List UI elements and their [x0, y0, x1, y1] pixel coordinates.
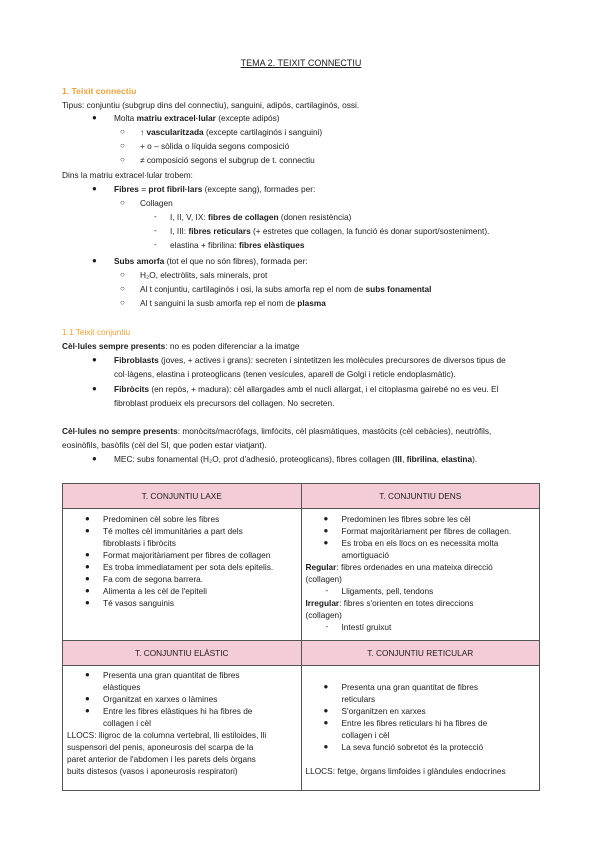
types-line: Tipus: conjuntiu (subgrup dins del connectiu), sanguini, adipós, cartilaginós, ossi.	[62, 100, 360, 110]
not-present-line-1: Cèl·lules no sempre presents: monòcits/macròfags, limfòcits, cèl plasmàtiques, mastòcits (cèl cebàcies), neutròfils,	[62, 426, 492, 436]
subs-item-2: Al t conjuntiu, cartilaginós i osi, la subs amorfa rep el nom de subs fonamental	[140, 284, 432, 294]
bullet-icon: ●	[85, 574, 90, 583]
circle-bullet-icon: ○	[120, 284, 125, 293]
laxe-item: Té vasos sanguinis	[103, 598, 175, 608]
reticular-item: Presenta una gran quantitat de fibres	[341, 682, 479, 692]
dens-irregular-2: (collagen)	[305, 610, 342, 620]
dash-bullet: -	[154, 240, 157, 249]
bullet-icon: ●	[92, 355, 97, 364]
collagen-type-2: I, III: fibres reticulars (+ estretes que collagen, la funció és donar suport/sosteniment).	[170, 226, 490, 236]
fibroblasts-line-2: col·làgens, elastina i proteoglicans (tenen vesícules, aparell de Golgi i reticle endoplasmàtic).	[114, 369, 456, 379]
laxe-item: Alimenta a les cèl de l'epiteli	[103, 586, 207, 596]
elastic-llocs: paret anterior de l'abdomen i les parets dels òrgans	[67, 754, 256, 764]
fibres-line: Fibres = prot fibril·lars (excepte sang), formades per:	[114, 184, 316, 194]
laxe-item: Format majoritàriament per fibres de collagen	[103, 550, 271, 560]
dens-irregular-item: Intestí gruixut	[341, 622, 392, 632]
bullet-icon: ●	[323, 538, 329, 547]
subs-item-1: H₂O, electròlits, sals minerals, prot	[140, 270, 268, 280]
bullet-icon: ●	[323, 514, 329, 523]
dash-bullet: -	[325, 622, 329, 631]
dens-regular: Regular: fibres ordenades en una mateixa direcció	[305, 562, 493, 572]
cell-reticular	[301, 666, 540, 791]
fibrocits-line-1: Fibròcits (en repòs, + madura): cèl allargades amb el nucli allargat, i el citoplasma gairebé no es veu. El	[114, 384, 499, 394]
bullet-icon: ●	[85, 586, 90, 595]
bullet-icon: ●	[323, 706, 329, 715]
circle-bullet-icon: ○	[120, 127, 125, 136]
reticular-item: La seva funció sobretot és la protecció	[341, 742, 484, 752]
bullet-icon: ●	[85, 550, 90, 559]
dens-item: Es troba en els llocs on es necessita molta	[341, 538, 499, 548]
collagen-type-1: I, II, V, IX: fibres de collagen (donen resistència)	[170, 212, 352, 222]
fibrocits-line-2: fibroblast produeix els precursors del collagen. No secreten.	[114, 398, 335, 408]
bullet-icon: ●	[323, 526, 329, 535]
bullet-icon: ●	[323, 742, 329, 751]
collagen-line: Collagen	[140, 198, 173, 208]
elastic-llocs: buits distesos (vasos i aponeurosis respiratori)	[67, 766, 238, 776]
header-elastic: T. CONJUNTIU ELÀSTIC	[63, 641, 302, 666]
elastic-item: elàstiques	[103, 682, 141, 692]
laxe-item: Té moltes cèl immunitàries a part dels	[103, 526, 243, 536]
matrix-line: Molta matriu extracel·lular (excepte adipós)	[114, 113, 280, 123]
intro-line: Dins la matriu extracel·lular trobem:	[62, 170, 193, 180]
bullet-icon: ●	[92, 256, 97, 265]
circle-bullet-icon: ○	[120, 155, 125, 164]
page-title: TEMA 2. TEIXIT CONNECTIU	[240, 58, 362, 68]
dens-item: Format majoritàriament per fibres de collagen.	[341, 526, 512, 536]
header-reticular: T. CONJUNTIU RETICULAR	[301, 641, 540, 666]
circle-bullet-icon: ○	[120, 198, 125, 207]
bullet-icon: ●	[85, 670, 90, 679]
cell-elastic	[63, 666, 302, 791]
circle-bullet-icon: ○	[120, 298, 125, 307]
present-cells-line: Cèl·lules sempre presents: no es poden diferenciar a la imatge	[62, 341, 300, 351]
dens-item: amortiguació	[341, 550, 390, 560]
elastic-item: Entre les fibres elàstiques hi ha fibres de	[103, 706, 253, 716]
circle-bullet-icon: ○	[120, 141, 125, 150]
subs-line: Subs amorfa (tot el que no són fibres), formada per:	[114, 256, 308, 266]
mec-line: MEC: subs fonamental (H₂O, prot d'adhesió, proteoglicans), fibres collagen (III, fibrilina, elastina).	[114, 454, 478, 464]
sub-line-1: ↑ vascularitzada (excepte cartilaginós i sanguini)	[140, 127, 323, 137]
dash-bullet: -	[154, 226, 157, 235]
elastic-llocs: LLOCS: lligroc de la columna vertebral, lli estiloides, lli	[67, 730, 267, 740]
bullet-icon: ●	[323, 682, 329, 691]
reticular-item: collagen i cèl	[341, 730, 390, 740]
fibroblasts-line-1: Fibroblasts (joves, + actives i grans): secreten i sintetitzen les molècules precursores de diversos tipus de	[114, 355, 506, 365]
bullet-icon: ●	[92, 454, 97, 463]
dens-irregular: Irregular: fibres s'orienten en totes direccions	[305, 598, 474, 608]
dens-regular-item: Lligaments, pell, tendons	[341, 586, 434, 596]
bullet-icon: ●	[85, 526, 90, 535]
reticular-item: reticulars	[341, 694, 376, 704]
elastic-item: Presenta una gran quantitat de fibres	[103, 670, 240, 680]
elastic-item: collagen i cèl	[103, 718, 151, 728]
laxe-item: Predominen cèl sobre les fibres	[103, 514, 220, 524]
cell-dens	[301, 509, 540, 641]
circle-bullet-icon: ○	[120, 270, 125, 279]
collagen-type-3: elastina + fibrilina: fibres elàstiques	[170, 240, 305, 250]
bullet-icon: ●	[85, 562, 90, 571]
dens-regular-2: (collagen)	[305, 574, 342, 584]
elastic-item: Organitzat en xarxes o làmines	[103, 694, 218, 704]
bullet-icon: ●	[92, 384, 97, 393]
laxe-item: Fa com de segona barrera.	[103, 574, 204, 584]
bullet-icon: ●	[85, 694, 90, 703]
sub-line-3: ≠ composició segons el subgrup de t. connectiu	[140, 155, 315, 165]
bullet-icon: ●	[92, 184, 97, 193]
bullet-icon: ●	[85, 706, 90, 715]
section-heading-1: 1. Teixit connectiu	[62, 86, 137, 96]
header-laxe: T. CONJUNTIU LAXE	[63, 484, 302, 509]
dens-item: Predominen les fibres sobre les cèl	[341, 514, 471, 524]
section-heading-1-1: 1.1 Teixit conjuntiu	[62, 327, 131, 337]
elastic-llocs: suspensori del penis, aponeurosis del scarpa de la	[67, 742, 254, 752]
not-present-line-2: eosinòfils, basòfils (cèl del SI, que poden estar viatjant).	[62, 440, 267, 450]
header-dens: T. CONJUNTIU DENS	[301, 484, 540, 509]
subs-item-3: Al t sanguini la susb amorfa rep el nom de plasma	[140, 298, 326, 308]
sub-line-2: + o – sòlida o líquida segons composició	[140, 141, 290, 151]
reticular-item: Entre les fibres reticulars hi ha fibres de	[341, 718, 488, 728]
bullet-icon: ●	[323, 718, 329, 727]
dash-bullet: -	[154, 212, 157, 221]
laxe-item: Es troba immediatament per sota dels epitelis.	[103, 562, 274, 572]
reticular-item: S'organitzen en xarxes	[341, 706, 426, 716]
bullet-icon: ●	[92, 113, 97, 122]
connective-tissue-table	[62, 483, 540, 791]
bullet-icon: ●	[85, 514, 90, 523]
laxe-item: fibroblasts i fibròcits	[103, 538, 176, 548]
cell-laxe	[63, 509, 302, 641]
dash-bullet: -	[325, 586, 329, 595]
bullet-icon: ●	[85, 598, 90, 607]
reticular-llocs: LLOCS: fetge, òrgans limfoides i glàndules endocrines	[305, 766, 506, 776]
